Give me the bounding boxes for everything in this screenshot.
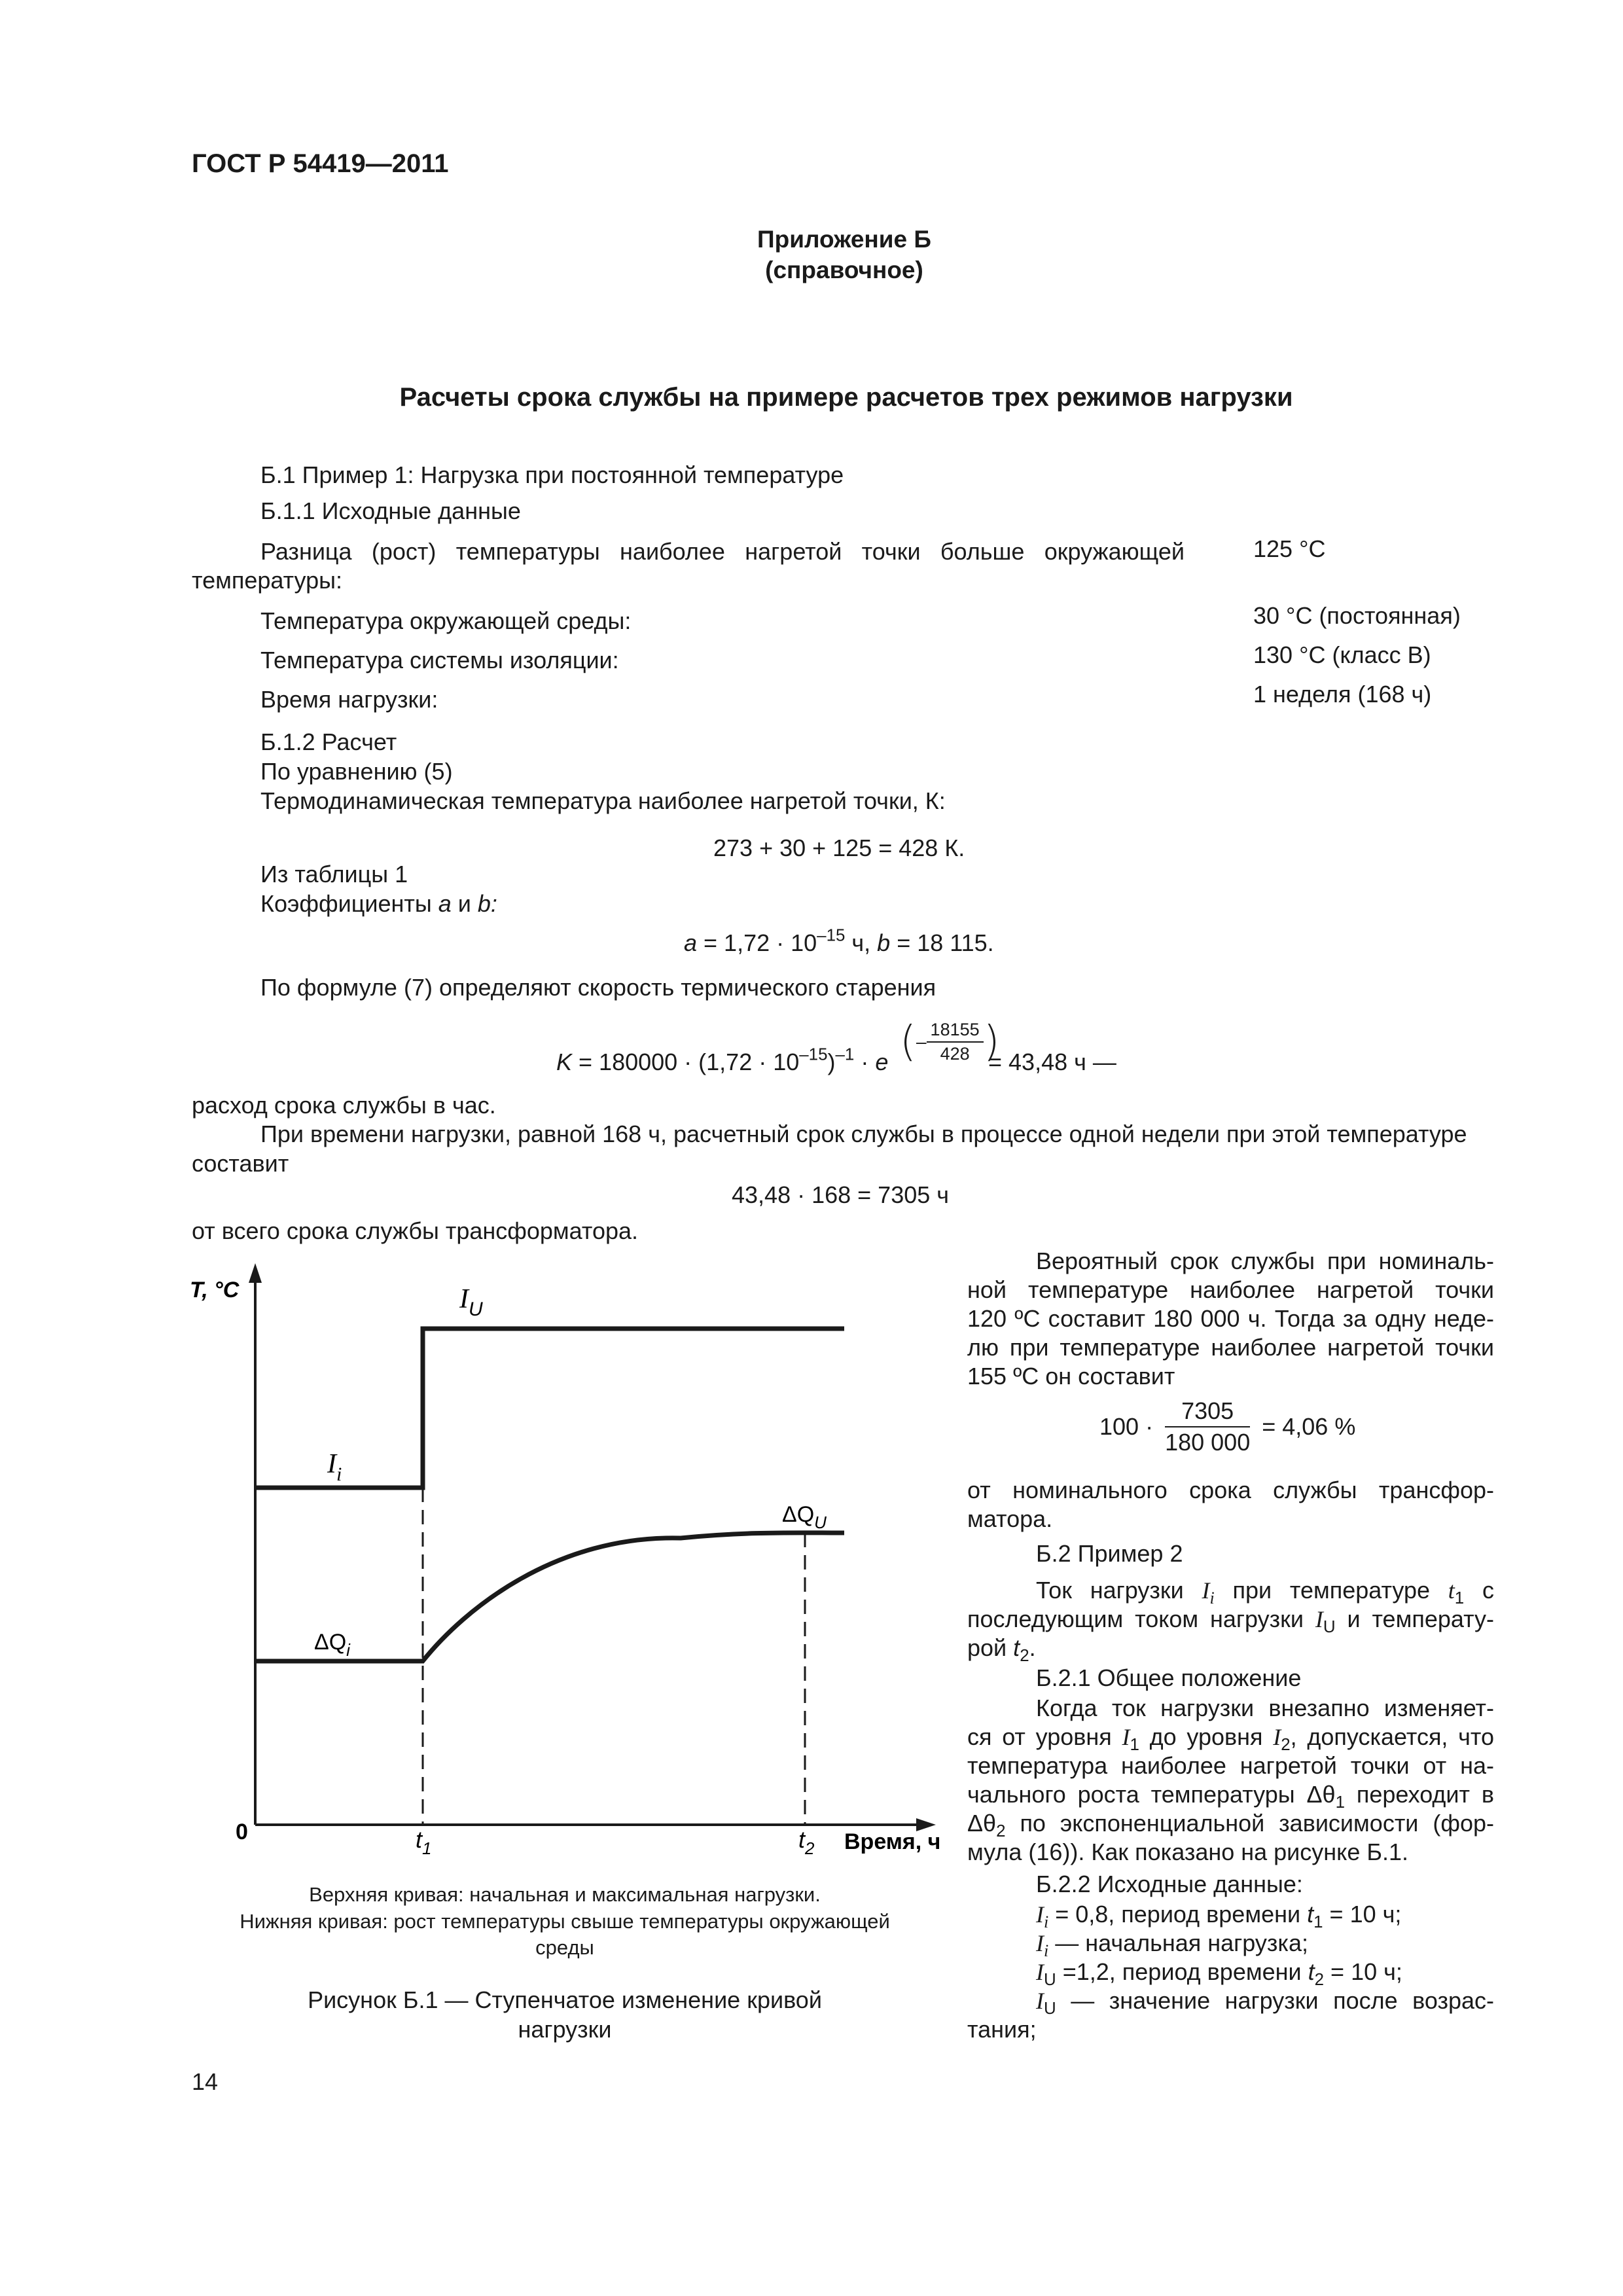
section-title: Расчеты срока службы на примере расчетов трех режимов нагрузки: [399, 383, 1293, 412]
right-column: [967, 1247, 1494, 1391]
right-p1-line-3: лю при температуре наиболее нагретой точки: [967, 1334, 1494, 1361]
page-number: 14: [192, 2068, 219, 2095]
right-p2-line-1: матора.: [967, 1505, 1053, 1532]
b2-paragraph: Ток нагрузки $I_i$ при температуре $t_1$ с последующим током нагрузки $I_U$ и температу- рой $t_2$.: [967, 1577, 1494, 1665]
dQi-label: $\Delta Q_i$: [314, 1630, 350, 1660]
b21-heading: Б.2.1 Общее положение: [1036, 1664, 1302, 1691]
equation-5: 100 · $\frac{7305}{180 000}$ = 4,06 %: [1099, 1397, 1356, 1456]
x-axis-label: Время, ч: [844, 1829, 941, 1854]
right-p1-line-1: ной температуре наиболее нагретой точки: [967, 1276, 1494, 1303]
load-time-text: При времени нагрузки, равной 168 ч, расчетный срок службы в процессе одной недели при этой температуре: [260, 1121, 1467, 1147]
equation-3-result: = 43,48 ч —: [988, 1049, 1116, 1075]
right-p2-line-0: от номинального срока службы трансфор-: [967, 1477, 1494, 1503]
right-p1-line-0: Вероятный срок службы при номиналь-: [1036, 1247, 1494, 1274]
appendix-kind: (справочное): [765, 257, 923, 283]
load-curve: [255, 1329, 844, 1488]
input-row-2-value: 130 °С (класс В): [1253, 641, 1431, 668]
equation-1: 273 + 30 + 125 = 428 К.: [713, 834, 965, 861]
formula-7-text: По формуле (7) определяют скорость термического старения: [260, 974, 936, 1001]
per-hour-text: расход срока службы в час.: [192, 1092, 496, 1119]
figure-legend-1: Верхняя кривая: начальная и максимальная нагрузки.: [309, 1883, 821, 1906]
input-row-0-value: 125 °С: [1253, 535, 1326, 562]
y-axis-label: T, °C: [190, 1278, 240, 1302]
origin-label: 0: [236, 1820, 248, 1844]
b22-list: $I_i = 0,8$, период времени $t_1 = 10$ ч; $I_i$ — начальная нагрузка; $I_U =1,2$, период времени $t_2 = 10$ ч; $I_U$ — значение нагрузки после возрас- тания;: [967, 1901, 1494, 2043]
figure-b1: [190, 1263, 962, 1892]
y-axis-arrow: [249, 1263, 262, 1283]
of-total-text: от всего срока службы трансформатора.: [192, 1217, 639, 1244]
by-equation: По уравнению (5): [260, 758, 453, 785]
dQU-label: $\Delta Q_U$: [782, 1502, 827, 1532]
b1-1-heading: Б.1.1 Исходные данные: [260, 497, 521, 524]
load-time-cont: составит: [192, 1150, 289, 1177]
b1-heading: Б.1 Пример 1: Нагрузка при постоянной температуре: [260, 461, 844, 488]
input-row-3-label: Время нагрузки:: [260, 686, 438, 713]
input-row-3-value: 1 неделя (168 ч): [1253, 681, 1432, 708]
equation-2: $a = 1,72 \cdot 10^{-15}$ ч, b = 18 115.: [684, 926, 994, 956]
figure-caption-2: нагрузки: [518, 2016, 612, 2043]
t2-label: $t_2$: [798, 1826, 815, 1858]
input-row-2-label: Температура системы изоляции:: [260, 647, 619, 673]
input-row-1-value: 30 °С (постоянная): [1253, 602, 1461, 629]
appendix-title: Приложение Б: [757, 226, 931, 253]
coefficients-line: Коэффициенты a и b:: [260, 890, 497, 917]
figure-caption-1: Рисунок Б.1 — Ступенчатое изменение кривой: [308, 1986, 822, 2013]
from-table: Из таблицы 1: [260, 861, 408, 888]
b21-paragraph: Когда ток нагрузки внезапно изменяет- ся от уровня $I_1$ до уровня $I_2$, допускается, что температура наиболее нагретой точки от на- чального роста температуры $\Delta\theta_1$ переходит в $\Delta\theta_2$ по экспоненциальной зависимости (фор- мула (16)). Как показано на рисунке Б.1.: [967, 1695, 1494, 1865]
equation-4: 43,48 · 168 = 7305 ч: [732, 1181, 950, 1208]
input-row-0-label: Разница (рост) температуры наиболее нагретой точки больше окружающей: [260, 538, 1185, 565]
right-p1-line-4: 155 ºС он составит: [967, 1363, 1175, 1390]
document-id: ГОСТ Р 54419—2011: [192, 149, 449, 178]
b22-heading: Б.2.2 Исходные данные:: [1036, 1871, 1303, 1897]
figure-legend-2: Нижняя кривая: рост температуры свыше температуры окружающей: [240, 1910, 890, 1933]
Ii-label: $I_i$: [327, 1449, 342, 1485]
equation-3-exponent: (– $\frac{18155}{428}$ ): [900, 1018, 1000, 1066]
equation-3: $K = 180000 \cdot (1,72 \cdot 10^{-15})^{-1} \cdot e$: [556, 1045, 889, 1075]
b2-heading: Б.2 Пример 2: [1036, 1540, 1183, 1567]
figure-legend-3: среды: [535, 1936, 594, 1959]
t1-label: $t_1$: [416, 1826, 432, 1858]
thermo-text: Термодинамическая температура наиболее нагретой точки, К:: [260, 787, 946, 814]
right-p2: [967, 1476, 1494, 1534]
input-row-1-label: Температура окружающей среды:: [260, 607, 632, 634]
b1-2-heading: Б.1.2 Расчет: [260, 728, 397, 755]
input-row-0-label-cont: температуры:: [192, 567, 343, 594]
IU-label: $I_U$: [459, 1284, 483, 1320]
right-p1-line-2: 120 ºС составит 180 000 ч. Тогда за одну неде-: [967, 1305, 1494, 1332]
